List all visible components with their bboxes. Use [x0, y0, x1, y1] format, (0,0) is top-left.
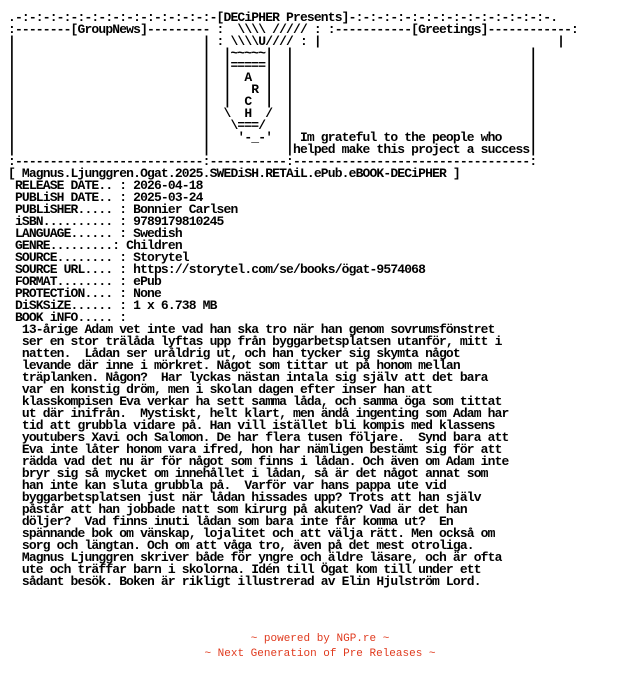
- footer: [0, 632, 640, 662]
- nfo-line: RELEASE DATE.. : 2026-04-18: [8, 178, 203, 193]
- nfo-line: döljer? Vad finns inuti lådan som bara inte får komma ut? En: [8, 514, 453, 529]
- nfo-line: sorg och längtan. Och om att våga tro, även på det mest otroliga.: [8, 538, 474, 553]
- nfo-line: | | | R | | |: [8, 82, 537, 97]
- nfo-line: ser en stor trälåda lyftas upp från byggarbetsplatsen utanför, mitt i: [8, 334, 502, 349]
- nfo-line: iSBN.......... : 9789179810245: [8, 214, 224, 229]
- nfo-line: [ Magnus.Ljunggren.Ogat.2025.SWEDiSH.RETAiL.ePub.eBOOK-DECiPHER ]: [8, 166, 460, 181]
- nfo-line: levande där inne i mörkret. Något som tittar ut på honom mellan: [8, 358, 460, 373]
- nfo-line: klasskompisen Eva verkar ha sett samma låda, och samma öga som tittat: [8, 394, 502, 409]
- nfo-text-block: [8, 12, 578, 588]
- nfo-line: natten. Lådan ser uråldrig ut, och han tycker sig skymta något: [8, 346, 460, 361]
- nfo-line: :---------------------------:-----------:----------------------------------:: [8, 154, 537, 169]
- nfo-line: ut där inifrån. Mystiskt, helt klart, men ändå ingenting som Adam har: [8, 406, 509, 421]
- nfo-line: | | |=====| | |: [8, 58, 537, 73]
- nfo-line: | | | A | | |: [8, 70, 537, 85]
- nfo-line: Eva inte låter honom vara ifred, hon har nämligen bestämt sig för att: [8, 442, 502, 457]
- nfo-line: | | | C | | |: [8, 94, 537, 109]
- powered-by-link[interactable]: ~ powered by NGP.re ~: [250, 633, 390, 645]
- nfo-line: | | |helped make this project a success|: [8, 142, 537, 157]
- nfo-line: PUBLiSH DATE.. : 2025-03-24: [8, 190, 203, 205]
- nfo-line: träplanken. Någon? Har lyckas nästan intala sig själv att det bara: [8, 370, 488, 385]
- nfo-line: .-:-:-:-:-:-:-:-:-:-:-:-:-:-:-[DECiPHER Presents]-:-:-:-:-:-:-:-:-:-:-:-:-:-:-.: [8, 10, 558, 25]
- nfo-line: youtubers Xavi och Salomon. De har flera tusen följare. Synd bara att: [8, 430, 509, 445]
- nfo-line: | | |~~~~~| | |: [8, 46, 537, 61]
- nfo-line: spännande bok om vänskap, lojalitet och att välja rätt. Men också om: [8, 526, 495, 541]
- nfo-line: :--------[GroupNews]--------- : \\\\ ///// : :-----------[Greetings]------------:: [8, 22, 579, 37]
- nfo-line: byggarbetsplatsen just när lådan hissades upp? Trots att han själv: [8, 490, 481, 505]
- nfo-line: FORMAT........ : ePub: [8, 274, 161, 289]
- nfo-line: bryr sig så mycket om innehållet i lådan, så är det något annat som: [8, 466, 488, 481]
- footer-tagline: ~ Next Generation of Pre Releases ~: [204, 648, 436, 660]
- nfo-line: | | '-_-' | Im grateful to the people who |: [8, 130, 537, 145]
- nfo-line: | | : \\\\U//// : | |: [8, 34, 565, 49]
- nfo-line: SOURCE URL.... : https://storytel.com/se/books/ögat-9574068: [8, 262, 426, 277]
- nfo-line: tid att grubbla vidare på. Han vill istället bli kompis med klassens: [8, 418, 495, 433]
- nfo-line: var en konstig dröm, men i skolan dagen efter inser han att: [8, 382, 433, 397]
- nfo-line: | | \ H / | |: [8, 106, 537, 121]
- nfo-line: Magnus Ljunggren skriver både för yngre och äldre läsare, och är ofta: [8, 550, 502, 565]
- nfo-line: LANGUAGE...... : Swedish: [8, 226, 182, 241]
- nfo-line: BOOK iNFO..... :: [8, 310, 127, 325]
- nfo-line: | | \===/ | |: [8, 118, 537, 133]
- nfo-line: GENRE.........: Children: [8, 238, 182, 253]
- nfo-line: PUBLiSHER..... : Bonnier Carlsen: [8, 202, 238, 217]
- nfo-line: ute och träffar barn i skolorna. Idén till Ögat kom till under ett: [8, 562, 481, 577]
- nfo-line: DiSKSiZE...... : 1 x 6.738 MB: [8, 298, 217, 313]
- nfo-line: 13-årige Adam vet inte vad han ska tro när han genom sovrumsfönstret: [8, 322, 495, 337]
- nfo-line: rädda vad det nu är för något som finns i lådan. Och även om Adam inte: [8, 454, 509, 469]
- nfo-line: påstår att han jobbade natt som kirurg på akuten? Vad är det han: [8, 502, 467, 517]
- nfo-line: SOURCE........ : Storytel: [8, 250, 189, 265]
- nfo-line: PROTECTiON.... : None: [8, 286, 161, 301]
- nfo-line: han inte kan sluta grubbla på. Varför var hans pappa ute vid: [8, 478, 446, 493]
- nfo-line: sådant besök. Boken är rikligt illustrerad av Elin Hjulström Lord.: [8, 574, 481, 589]
